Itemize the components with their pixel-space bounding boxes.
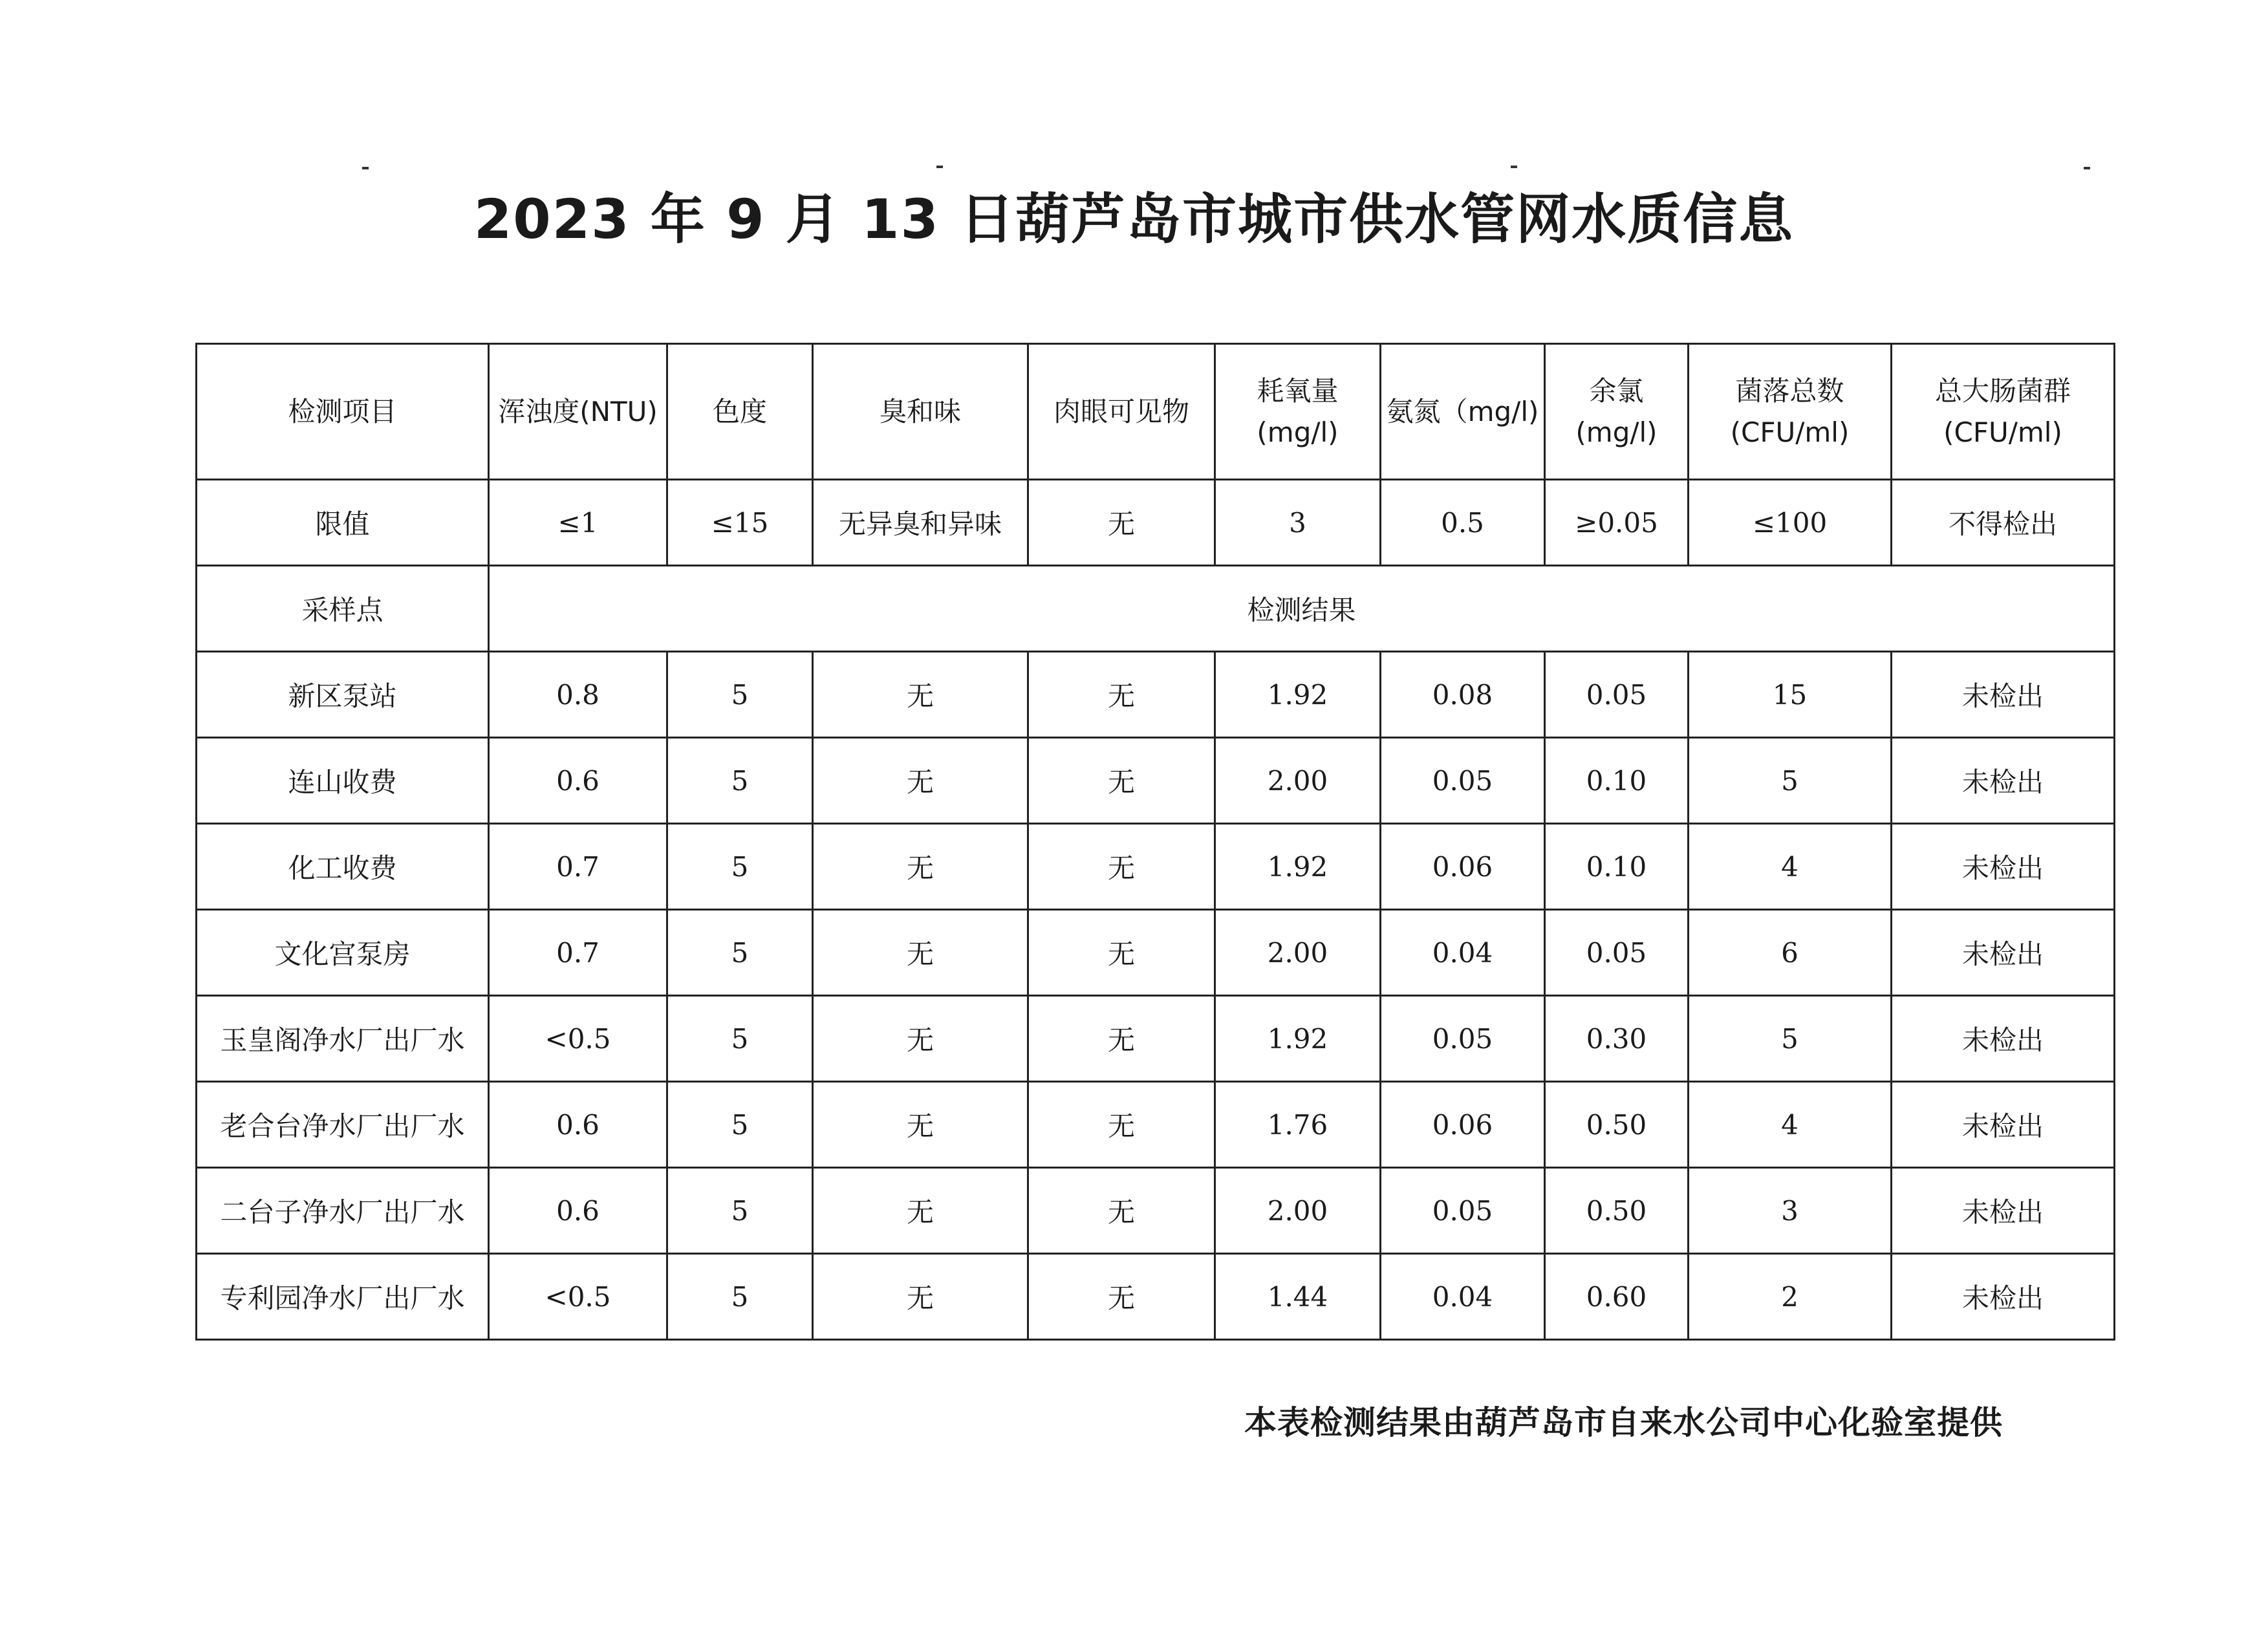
sampling-point-cell: 化工收费 xyxy=(197,824,489,910)
result-cell: 2.00 xyxy=(1215,910,1381,996)
result-cell: 0.6 xyxy=(489,738,667,824)
result-cell: 0.8 xyxy=(489,652,667,738)
result-cell: 2.00 xyxy=(1215,738,1381,824)
result-cell: 无 xyxy=(813,1254,1028,1340)
header-cell: 检测项目 xyxy=(197,344,489,480)
result-cell: 5 xyxy=(1689,996,1892,1082)
result-rows xyxy=(197,652,2115,1340)
result-cell: 未检出 xyxy=(1892,652,2115,738)
result-cell: 无 xyxy=(813,824,1028,910)
result-cell: 无 xyxy=(1028,1082,1215,1168)
result-cell: 0.04 xyxy=(1381,1254,1545,1340)
result-cell: 2.00 xyxy=(1215,1168,1381,1254)
result-cell: 1.44 xyxy=(1215,1254,1381,1340)
limit-cell: ≤15 xyxy=(667,480,813,566)
table-row xyxy=(197,652,2115,738)
result-cell: 0.50 xyxy=(1545,1082,1689,1168)
result-cell: 未检出 xyxy=(1892,824,2115,910)
result-cell: 5 xyxy=(667,1168,813,1254)
result-cell: 0.04 xyxy=(1381,910,1545,996)
table-row xyxy=(197,1168,2115,1254)
limit-cell: 无异臭和异味 xyxy=(813,480,1028,566)
table-row xyxy=(197,996,2115,1082)
limit-label-cell: 限值 xyxy=(197,480,489,566)
table-row xyxy=(197,824,2115,910)
header-cell: 臭和味 xyxy=(813,344,1028,480)
result-cell: 未检出 xyxy=(1892,1254,2115,1340)
result-cell: 0.06 xyxy=(1381,824,1545,910)
result-cell: 未检出 xyxy=(1892,910,2115,996)
result-cell: 0.05 xyxy=(1381,996,1545,1082)
result-cell: <0.5 xyxy=(489,1254,667,1340)
table-row xyxy=(197,1254,2115,1340)
result-cell: 1.92 xyxy=(1215,824,1381,910)
limit-row xyxy=(197,480,2115,566)
result-cell: 无 xyxy=(1028,824,1215,910)
header-row xyxy=(197,344,2115,480)
result-cell: 4 xyxy=(1689,824,1892,910)
result-cell: 5 xyxy=(667,738,813,824)
limit-cell: 无 xyxy=(1028,480,1215,566)
sampling-point-cell: 连山收费 xyxy=(197,738,489,824)
result-cell: 1.92 xyxy=(1215,652,1381,738)
result-cell: 未检出 xyxy=(1892,1168,2115,1254)
result-cell: 0.06 xyxy=(1381,1082,1545,1168)
result-cell: 5 xyxy=(667,1254,813,1340)
sampling-point-cell: 文化宫泵房 xyxy=(197,910,489,996)
result-cell: 无 xyxy=(1028,738,1215,824)
header-cell: 余氯 (mg/l) xyxy=(1545,344,1689,480)
result-cell: 3 xyxy=(1689,1168,1892,1254)
table-row xyxy=(197,738,2115,824)
result-cell: 0.50 xyxy=(1545,1168,1689,1254)
result-cell: 2 xyxy=(1689,1254,1892,1340)
result-cell: 0.10 xyxy=(1545,738,1689,824)
result-cell: 5 xyxy=(667,652,813,738)
result-cell: 5 xyxy=(1689,738,1892,824)
scan-mark xyxy=(1511,166,1517,168)
header-cell: 菌落总数 (CFU/ml) xyxy=(1689,344,1892,480)
result-cell: 15 xyxy=(1689,652,1892,738)
result-cell: 0.05 xyxy=(1381,738,1545,824)
sampling-point-cell: 二台子净水厂出厂水 xyxy=(197,1168,489,1254)
scan-mark xyxy=(936,166,943,168)
result-cell: 未检出 xyxy=(1892,1082,2115,1168)
header-cell: 肉眼可见物 xyxy=(1028,344,1215,480)
result-cell: 无 xyxy=(813,996,1028,1082)
result-cell: 0.30 xyxy=(1545,996,1689,1082)
limit-cell: 3 xyxy=(1215,480,1381,566)
sampling-point-cell: 新区泵站 xyxy=(197,652,489,738)
result-cell: 1.92 xyxy=(1215,996,1381,1082)
header-cell: 氨氮（mg/l) xyxy=(1381,344,1545,480)
result-cell: <0.5 xyxy=(489,996,667,1082)
result-cell: 未检出 xyxy=(1892,738,2115,824)
result-cell: 5 xyxy=(667,824,813,910)
result-cell: 0.60 xyxy=(1545,1254,1689,1340)
table-row xyxy=(197,1082,2115,1168)
result-cell: 5 xyxy=(667,996,813,1082)
result-cell: 4 xyxy=(1689,1082,1892,1168)
scan-mark xyxy=(2084,167,2090,169)
result-cell: 无 xyxy=(1028,652,1215,738)
water-quality-table xyxy=(195,343,2115,1341)
result-cell: 0.05 xyxy=(1545,910,1689,996)
result-cell: 0.6 xyxy=(489,1082,667,1168)
result-cell: 无 xyxy=(1028,1254,1215,1340)
header-cell: 浑浊度(NTU) xyxy=(489,344,667,480)
result-cell: 无 xyxy=(813,1168,1028,1254)
page-title: 2023 年 9 月 13 日葫芦岛市城市供水管网水质信息 xyxy=(473,188,1795,251)
limit-cell: ≥0.05 xyxy=(1545,480,1689,566)
sampling-point-label: 采样点 xyxy=(197,566,489,652)
result-cell: 1.76 xyxy=(1215,1082,1381,1168)
limit-cell: 不得检出 xyxy=(1892,480,2115,566)
scan-mark xyxy=(362,167,369,169)
sampling-point-cell: 玉皇阁净水厂出厂水 xyxy=(197,996,489,1082)
result-cell: 6 xyxy=(1689,910,1892,996)
header-cell: 耗氧量 (mg/l) xyxy=(1215,344,1381,480)
section-row xyxy=(197,566,2115,652)
result-cell: 5 xyxy=(667,1082,813,1168)
results-label: 检测结果 xyxy=(489,566,2115,652)
result-cell: 无 xyxy=(813,910,1028,996)
sampling-point-cell: 老合台净水厂出厂水 xyxy=(197,1082,489,1168)
limit-cell: ≤1 xyxy=(489,480,667,566)
header-cell: 总大肠菌群 (CFU/ml) xyxy=(1892,344,2115,480)
result-cell: 0.7 xyxy=(489,910,667,996)
result-cell: 无 xyxy=(1028,1168,1215,1254)
result-cell: 无 xyxy=(813,652,1028,738)
result-cell: 0.05 xyxy=(1545,652,1689,738)
result-cell: 未检出 xyxy=(1892,996,2115,1082)
result-cell: 无 xyxy=(813,738,1028,824)
sampling-point-cell: 专利园净水厂出厂水 xyxy=(197,1254,489,1340)
source-note: 本表检测结果由葫芦岛市自来水公司中心化验室提供 xyxy=(1244,1404,2003,1441)
limit-cell: ≤100 xyxy=(1689,480,1892,566)
result-cell: 无 xyxy=(813,1082,1028,1168)
header-cell: 色度 xyxy=(667,344,813,480)
result-cell: 0.05 xyxy=(1381,1168,1545,1254)
result-cell: 无 xyxy=(1028,996,1215,1082)
result-cell: 无 xyxy=(1028,910,1215,996)
result-cell: 0.08 xyxy=(1381,652,1545,738)
limit-cell: 0.5 xyxy=(1381,480,1545,566)
result-cell: 0.6 xyxy=(489,1168,667,1254)
table-row xyxy=(197,910,2115,996)
result-cell: 0.10 xyxy=(1545,824,1689,910)
result-cell: 5 xyxy=(667,910,813,996)
result-cell: 0.7 xyxy=(489,824,667,910)
